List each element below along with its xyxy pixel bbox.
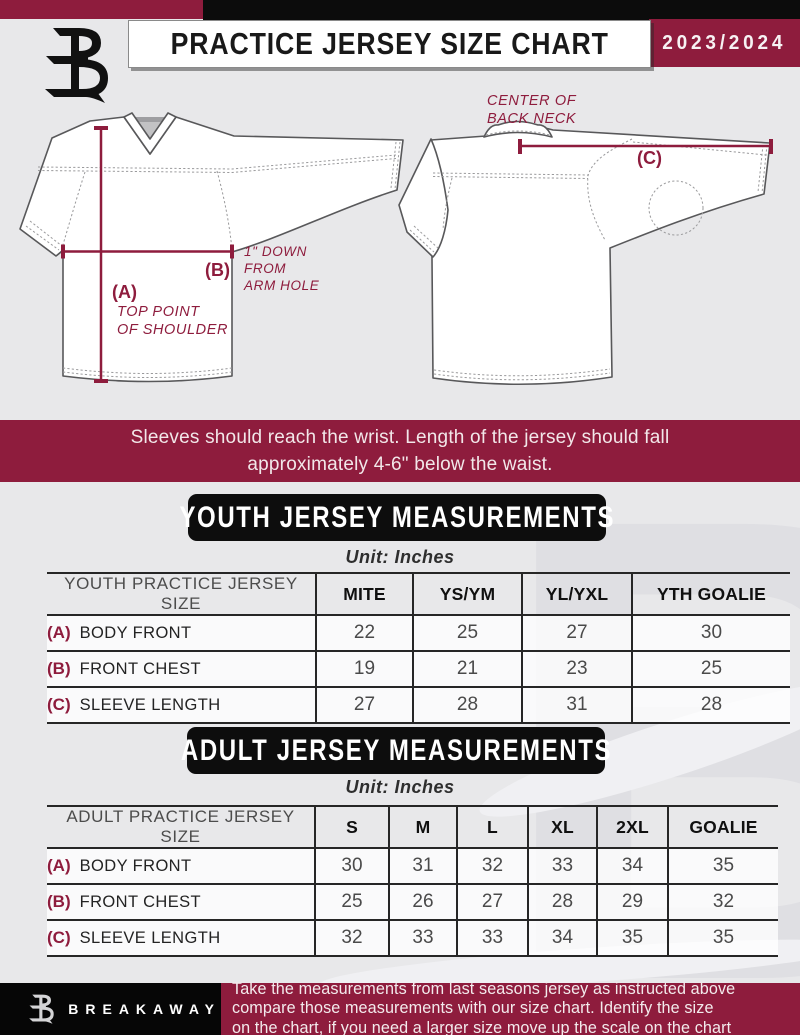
footer-line2: compare those measurements with our size chart. Identify the size bbox=[232, 999, 714, 1018]
measure-value: 35 bbox=[597, 920, 668, 956]
table-row bbox=[47, 651, 790, 687]
youth-unit-label: Unit: Inches bbox=[345, 547, 455, 567]
size-column-header: YL/YXL bbox=[522, 573, 632, 615]
front-jersey bbox=[20, 113, 403, 382]
youth-heading-label: YOUTH JERSEY MEASUREMENTS bbox=[179, 500, 615, 534]
measure-value: 29 bbox=[597, 884, 668, 920]
measure-value: 31 bbox=[522, 687, 632, 723]
measure-name: FRONT CHEST bbox=[79, 893, 202, 911]
size-column-header: MITE bbox=[316, 573, 413, 615]
fit-instructions-banner bbox=[0, 420, 800, 482]
measure-value: 23 bbox=[522, 651, 632, 687]
measurement-row-label bbox=[47, 651, 316, 687]
front-jersey-outline bbox=[20, 117, 403, 382]
season-badge bbox=[649, 19, 800, 67]
measure-value: 21 bbox=[413, 651, 522, 687]
label-c: (C) bbox=[637, 148, 662, 168]
measurement-row-label bbox=[47, 920, 315, 956]
measure-value: 35 bbox=[668, 848, 778, 884]
table-header-row bbox=[47, 573, 790, 615]
measure-value: 35 bbox=[668, 920, 778, 956]
measure-value: 19 bbox=[316, 651, 413, 687]
measure-value: 33 bbox=[457, 920, 528, 956]
footer-line1: Take the measurements from last seasons jersey as instructed above bbox=[232, 979, 736, 998]
label-a: (A) bbox=[112, 282, 137, 302]
note-c-line1: CENTER OF bbox=[487, 93, 577, 109]
measurement-row-label bbox=[47, 884, 315, 920]
note-b-line3: ARM HOLE bbox=[244, 278, 320, 293]
adult-size-table bbox=[47, 805, 778, 957]
measure-name: BODY FRONT bbox=[79, 857, 192, 875]
note-c-line2: BACK NECK bbox=[487, 111, 577, 127]
note-b-line1: 1" DOWN bbox=[244, 244, 307, 259]
size-column-header: 2XL bbox=[597, 806, 668, 848]
measure-value: 27 bbox=[457, 884, 528, 920]
size-column-header: S bbox=[315, 806, 389, 848]
measure-key: (C) bbox=[47, 695, 71, 714]
measure-value: 33 bbox=[389, 920, 457, 956]
note-b-line2: FROM bbox=[244, 261, 287, 276]
footer-instructions bbox=[221, 979, 800, 1035]
back-jersey-outline bbox=[431, 126, 770, 384]
measure-name: BODY FRONT bbox=[79, 624, 192, 642]
measure-value: 30 bbox=[632, 615, 790, 651]
measure-value: 32 bbox=[315, 920, 389, 956]
breakaway-b-icon bbox=[42, 26, 112, 104]
measure-value: 32 bbox=[457, 848, 528, 884]
measure-value: 28 bbox=[413, 687, 522, 723]
youth-section-heading bbox=[179, 494, 615, 541]
measurement-row-label bbox=[47, 615, 316, 651]
table-row bbox=[47, 687, 790, 723]
measure-value: 25 bbox=[632, 651, 790, 687]
adult-heading-label: ADULT JERSEY MEASUREMENTS bbox=[180, 733, 612, 767]
banner-line2: approximately 4-6" below the waist. bbox=[247, 454, 553, 475]
back-jersey bbox=[399, 122, 770, 385]
jersey-measurement-diagram bbox=[0, 80, 800, 425]
breakaway-b-icon bbox=[28, 992, 55, 1026]
measure-key: (B) bbox=[47, 659, 71, 678]
footer-brand-block bbox=[0, 983, 221, 1035]
measure-key: (B) bbox=[47, 892, 71, 911]
size-column-header: L bbox=[457, 806, 528, 848]
size-column-header: YTH GOALIE bbox=[632, 573, 790, 615]
measure-value: 22 bbox=[316, 615, 413, 651]
footer-line3: on the chart, if you need a larger size move up the scale on the chart bbox=[232, 1018, 732, 1035]
measure-value: 30 bbox=[315, 848, 389, 884]
size-column-header: M bbox=[389, 806, 457, 848]
adult-section-heading bbox=[180, 727, 612, 774]
brand-logo bbox=[42, 26, 112, 109]
measure-value: 33 bbox=[528, 848, 597, 884]
label-b: (B) bbox=[205, 260, 230, 280]
measure-value: 26 bbox=[389, 884, 457, 920]
measure-key: (A) bbox=[47, 623, 71, 642]
youth-size-table bbox=[47, 572, 790, 724]
page-title: PRACTICE JERSEY SIZE CHART bbox=[170, 26, 609, 61]
header-accent-strip bbox=[0, 0, 203, 19]
measure-name: SLEEVE LENGTH bbox=[79, 929, 221, 947]
measure-value: 27 bbox=[522, 615, 632, 651]
measurement-row-label bbox=[47, 687, 316, 723]
table-header-row bbox=[47, 806, 778, 848]
table-row bbox=[47, 615, 790, 651]
table-row bbox=[47, 848, 778, 884]
table-label-header: ADULT PRACTICE JERSEY SIZE bbox=[47, 806, 315, 848]
measure-value: 28 bbox=[632, 687, 790, 723]
measure-value: 34 bbox=[528, 920, 597, 956]
measure-key: (A) bbox=[47, 856, 71, 875]
footer bbox=[0, 979, 800, 1035]
measure-value: 25 bbox=[315, 884, 389, 920]
note-a-line1: TOP POINT bbox=[117, 304, 200, 320]
banner-line1: Sleeves should reach the wrist. Length of the jersey should fall bbox=[130, 427, 670, 448]
measure-value: 32 bbox=[668, 884, 778, 920]
measure-name: SLEEVE LENGTH bbox=[79, 696, 221, 714]
size-column-header: XL bbox=[528, 806, 597, 848]
measure-value: 34 bbox=[597, 848, 668, 884]
measure-value: 27 bbox=[316, 687, 413, 723]
note-a-line2: OF SHOULDER bbox=[117, 322, 229, 338]
measure-value: 28 bbox=[528, 884, 597, 920]
measurement-row-label bbox=[47, 848, 315, 884]
adult-unit-label: Unit: Inches bbox=[345, 777, 455, 797]
size-column-header: YS/YM bbox=[413, 573, 522, 615]
table-row bbox=[47, 884, 778, 920]
measure-value: 25 bbox=[413, 615, 522, 651]
footer-brand-name: BREAKAWAY bbox=[68, 1001, 221, 1017]
measure-key: (C) bbox=[47, 928, 71, 947]
header-black-strip bbox=[203, 0, 800, 20]
measure-value: 31 bbox=[389, 848, 457, 884]
table-row bbox=[47, 920, 778, 956]
season-label: 2023/2024 bbox=[662, 31, 787, 54]
page-title-box bbox=[128, 20, 651, 68]
measure-name: FRONT CHEST bbox=[79, 660, 202, 678]
size-column-header: GOALIE bbox=[668, 806, 778, 848]
table-label-header: YOUTH PRACTICE JERSEY SIZE bbox=[47, 573, 316, 615]
